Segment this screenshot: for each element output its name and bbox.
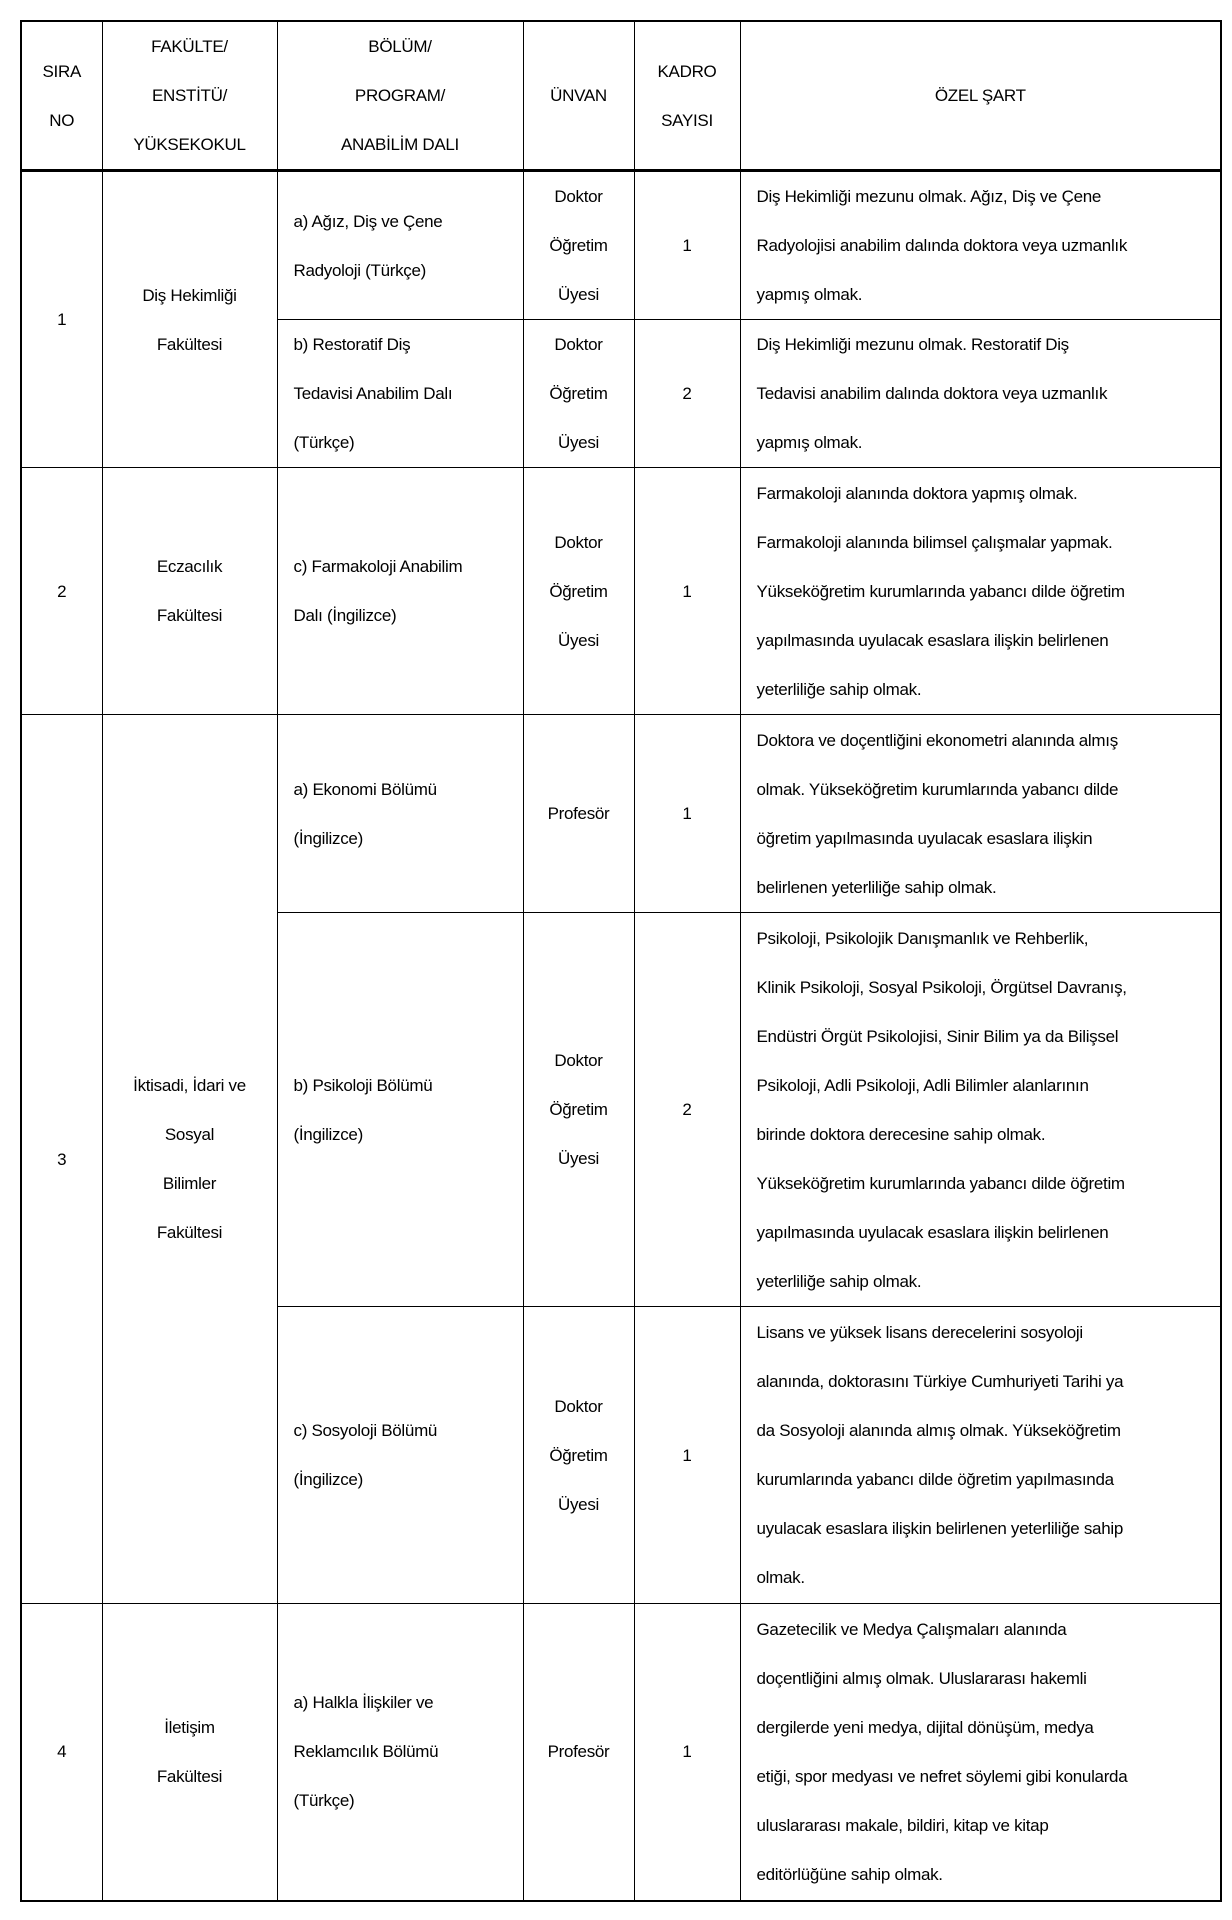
department-cell — [277, 468, 523, 715]
text-line: öğretim yapılmasında uyulacak esaslara ilişkin — [756, 828, 1093, 848]
text-line: b) Psikoloji Bölümü — [293, 1075, 433, 1095]
text-line: doçentliğini almış olmak. Uluslararası hakemli — [756, 1668, 1087, 1688]
text-line: uyulacak esaslara ilişkin belirlenen yeterliliğe sahip — [756, 1519, 1123, 1538]
department-cell — [277, 1307, 523, 1604]
text-line: Üyesi — [557, 1494, 599, 1514]
text-line: Tedavisi Anabilim Dalı — [293, 384, 453, 403]
text-line: Eczacılık — [156, 557, 223, 576]
text-line: Profesör — [547, 804, 610, 823]
table-row — [21, 171, 1221, 320]
text-line: Fakültesi — [156, 1223, 223, 1242]
title-cell — [523, 320, 634, 468]
text-line: Doktora ve doçentliğini ekonometri alanında almış — [756, 730, 1118, 750]
department-cell — [277, 913, 523, 1307]
text-line: Üyesi — [557, 630, 599, 650]
header-fakulte — [102, 21, 277, 171]
text-line: Reklamcılık Bölümü — [293, 1742, 439, 1762]
text-line: Doktor — [554, 532, 603, 552]
text-line: Öğretim — [549, 384, 608, 403]
text-line: BÖLÜM/ — [368, 37, 432, 56]
title-cell — [523, 715, 634, 913]
header-ozel-sart — [740, 21, 1221, 171]
text-line: uluslararası makale, bildiri, kitap ve kitap — [756, 1815, 1049, 1835]
text-line: YÜKSEKOKUL — [133, 135, 246, 154]
requirement-cell — [740, 468, 1221, 715]
text-line: editörlüğüne sahip olmak. — [756, 1864, 943, 1884]
text-line: Öğretim — [549, 236, 608, 255]
text-line: alanında, doktorasını Türkiye Cumhuriyeti Tarihi ya — [756, 1372, 1124, 1391]
text-line: Dalı (İngilizce) — [293, 606, 397, 625]
text-line: (Türkçe) — [293, 1791, 355, 1811]
header-kadro-sayisi — [634, 21, 740, 171]
text-line: olmak. Yükseköğretim kurumlarında yabancı dilde — [756, 779, 1119, 799]
text-line: Tedavisi anabilim dalında doktora veya uzmanlık — [756, 384, 1108, 403]
row-number: 1 — [21, 171, 102, 468]
text-line: Doktor — [554, 187, 603, 206]
title-cell — [523, 1307, 634, 1604]
department-cell — [277, 715, 523, 913]
text-line: İktisadi, İdari ve — [133, 1076, 246, 1095]
staff-positions-table — [20, 20, 1222, 1902]
text-line: Öğretim — [549, 581, 608, 601]
count-cell: 1 — [634, 1307, 740, 1604]
text-line: Klinik Psikoloji, Sosyal Psikoloji, Örgütsel Davranış, — [756, 977, 1127, 997]
text-line: Farmakoloji alanında bilimsel çalışmalar yapmak. — [756, 532, 1113, 552]
text-line: da Sosyoloji alanında almış olmak. Yükseköğretim — [756, 1421, 1121, 1440]
requirement-cell — [740, 1307, 1221, 1604]
text-line: c) Farmakoloji Anabilim — [293, 557, 463, 576]
text-line: Fakültesi — [156, 334, 223, 354]
text-line: ÖZEL ŞART — [934, 86, 1026, 105]
text-line: (İngilizce) — [293, 1124, 363, 1144]
requirement-cell — [740, 913, 1221, 1307]
requirement-cell — [740, 171, 1221, 320]
text-line: Lisans ve yüksek lisans derecelerini sosyoloji — [756, 1323, 1083, 1342]
department-cell — [277, 171, 523, 320]
text-line: Endüstri Örgüt Psikolojisi, Sinir Bilim ya da Bilişsel — [756, 1026, 1119, 1046]
text-line: yapılmasında uyulacak esaslara ilişkin belirlenen — [756, 1222, 1109, 1242]
title-cell — [523, 1604, 634, 1901]
text-line: Psikoloji, Psikolojik Danışmanlık ve Rehberlik, — [756, 928, 1089, 948]
department-cell — [277, 1604, 523, 1901]
text-line: Fakültesi — [156, 606, 223, 625]
text-line: Sosyal — [164, 1125, 215, 1144]
title-cell — [523, 171, 634, 320]
requirement-cell — [740, 715, 1221, 913]
text-line: Diş Hekimliği mezunu olmak. Ağız, Diş ve Çene — [756, 187, 1102, 206]
text-line: Bilimler — [162, 1174, 217, 1193]
text-line: Üyesi — [557, 1149, 599, 1168]
text-line: FAKÜLTE/ — [151, 37, 228, 56]
text-line: olmak. — [756, 1568, 805, 1587]
text-line: (Türkçe) — [293, 433, 355, 452]
text-line: Yükseköğretim kurumlarında yabancı dilde öğretim — [756, 1173, 1125, 1193]
text-line: Öğretim — [549, 1100, 608, 1119]
header-bolum — [277, 21, 523, 171]
department-cell — [277, 320, 523, 468]
text-line: yapmış olmak. — [756, 285, 863, 304]
text-line: Doktor — [554, 335, 603, 354]
count-cell: 1 — [634, 715, 740, 913]
faculty-cell — [102, 171, 277, 468]
text-line: yapılmasında uyulacak esaslara ilişkin belirlenen — [756, 630, 1109, 650]
text-line: b) Restoratif Diş — [293, 335, 411, 354]
text-line: (İngilizce) — [293, 1470, 363, 1489]
text-line: etiği, spor medyası ve nefret söylemi gibi konularda — [756, 1766, 1128, 1786]
text-line: birinde doktora derecesine sahip olmak. — [756, 1124, 1046, 1144]
text-line: Yükseköğretim kurumlarında yabancı dilde öğretim — [756, 581, 1125, 601]
text-line: Diş Hekimliği mezunu olmak. Restoratif Diş — [756, 335, 1069, 354]
text-line: Diş Hekimliği — [142, 285, 237, 305]
requirement-cell — [740, 320, 1221, 468]
table-row — [21, 468, 1221, 715]
text-line: Psikoloji, Adli Psikoloji, Adli Bilimler alanlarının — [756, 1075, 1089, 1095]
header-row — [21, 21, 1221, 171]
text-line: Radyolojisi anabilim dalında doktora veya uzmanlık — [756, 236, 1128, 255]
text-line: Fakültesi — [156, 1766, 223, 1786]
text-line: Farmakoloji alanında doktora yapmış olmak. — [756, 483, 1078, 503]
text-line: PROGRAM/ — [354, 86, 446, 105]
count-cell: 2 — [634, 913, 740, 1307]
text-line: Doktor — [554, 1051, 603, 1070]
row-number: 2 — [21, 468, 102, 715]
text-line: a) Halkla İlişkiler ve — [293, 1693, 434, 1713]
row-number: 4 — [21, 1604, 102, 1901]
text-line: belirlenen yeterliliğe sahip olmak. — [756, 877, 997, 897]
faculty-cell — [102, 715, 277, 1604]
text-line: ENSTİTÜ/ — [151, 86, 228, 105]
text-line: c) Sosyoloji Bölümü — [293, 1421, 438, 1440]
text-line: dergilerde yeni medya, dijital dönüşüm, medya — [756, 1717, 1094, 1737]
text-line: İletişim — [164, 1717, 215, 1737]
text-line: Radyoloji (Türkçe) — [293, 260, 427, 280]
count-cell: 1 — [634, 1604, 740, 1901]
text-line: Doktor — [554, 1396, 603, 1416]
text-line: a) Ağız, Diş ve Çene — [293, 211, 443, 231]
text-line: ÜNVAN — [550, 86, 607, 105]
title-cell — [523, 468, 634, 715]
text-line: NO — [49, 110, 75, 130]
count-cell: 1 — [634, 468, 740, 715]
header-unvan — [523, 21, 634, 171]
text-line: ANABİLİM DALI — [341, 135, 459, 154]
table-row — [21, 1604, 1221, 1901]
text-line: Profesör — [547, 1742, 610, 1762]
text-line: yapmış olmak. — [756, 433, 863, 452]
header-sira-no — [21, 21, 102, 171]
text-line: yeterliliğe sahip olmak. — [756, 1271, 922, 1291]
title-cell — [523, 913, 634, 1307]
requirement-cell — [740, 1604, 1221, 1901]
text-line: Üyesi — [557, 433, 599, 452]
text-line: a) Ekonomi Bölümü — [293, 779, 437, 799]
count-cell: 1 — [634, 171, 740, 320]
text-line: kurumlarında yabancı dilde öğretim yapılmasında — [756, 1470, 1114, 1489]
text-line: SIRA — [42, 61, 81, 81]
text-line: KADRO — [657, 61, 717, 81]
table-row — [21, 715, 1221, 913]
row-number: 3 — [21, 715, 102, 1604]
faculty-cell — [102, 468, 277, 715]
faculty-cell — [102, 1604, 277, 1901]
text-line: Gazetecilik ve Medya Çalışmaları alanında — [756, 1619, 1067, 1639]
text-line: SAYISI — [661, 110, 713, 130]
text-line: Öğretim — [549, 1445, 608, 1465]
count-cell: 2 — [634, 320, 740, 468]
text-line: Üyesi — [557, 285, 599, 304]
text-line: (İngilizce) — [293, 828, 363, 848]
text-line: yeterliliğe sahip olmak. — [756, 679, 922, 699]
